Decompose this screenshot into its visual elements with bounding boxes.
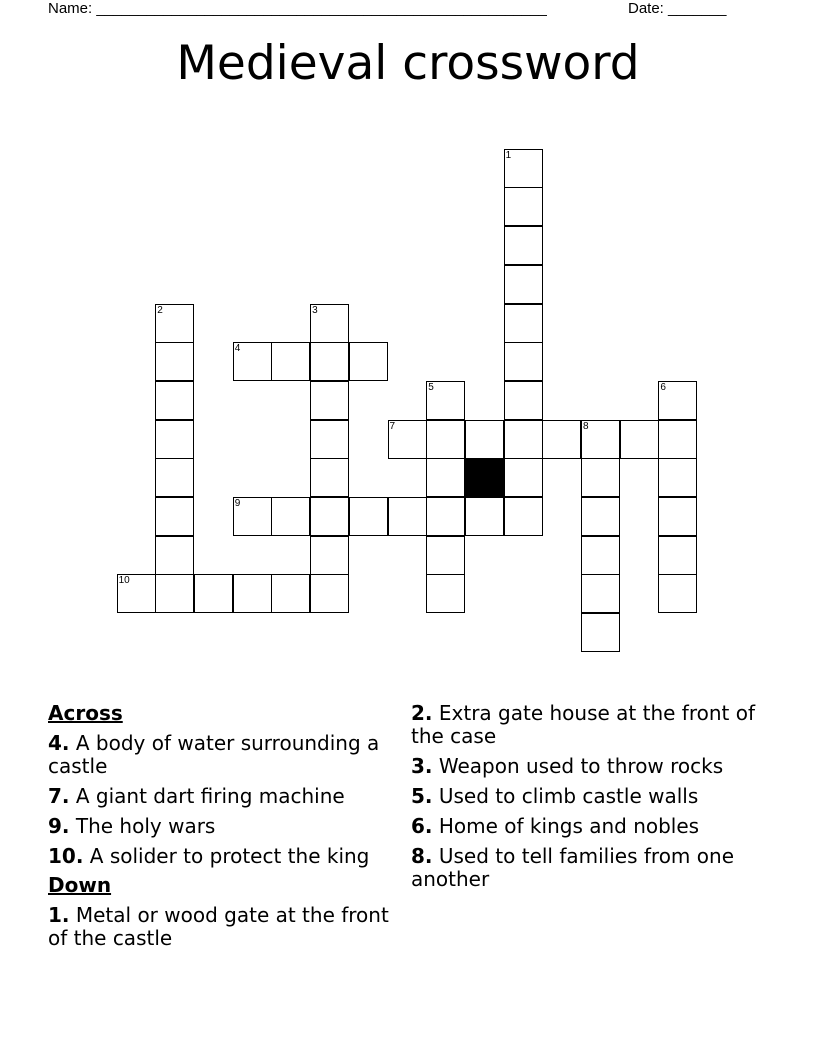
date-field-label: Date: _______ xyxy=(628,0,727,17)
clue-number-label: 4 xyxy=(234,343,241,355)
grid-cell[interactable] xyxy=(349,497,388,536)
grid-cell[interactable] xyxy=(426,381,465,420)
grid-cell[interactable] xyxy=(658,536,697,575)
grid-cell[interactable] xyxy=(271,574,310,613)
clue-text: Used to climb castle walls xyxy=(438,784,699,808)
grid-cell[interactable] xyxy=(388,420,427,459)
grid-cell[interactable] xyxy=(155,304,194,343)
grid-cell[interactable] xyxy=(426,536,465,575)
grid-cell[interactable] xyxy=(504,381,543,420)
grid-cell[interactable] xyxy=(504,187,543,226)
name-field-label: Name: ______________________________________________________ xyxy=(48,0,547,17)
clue-text: Extra gate house at the front of the case xyxy=(411,701,755,748)
grid-cell[interactable] xyxy=(504,265,543,304)
grid-cell[interactable] xyxy=(465,420,504,459)
grid-cell[interactable] xyxy=(658,420,697,459)
grid-cell[interactable] xyxy=(388,497,427,536)
grid-cell[interactable] xyxy=(504,342,543,381)
black-grid-cell xyxy=(465,458,504,497)
grid-cell[interactable] xyxy=(233,574,272,613)
grid-cell[interactable] xyxy=(581,497,620,536)
grid-cell[interactable] xyxy=(504,458,543,497)
grid-cell[interactable] xyxy=(155,342,194,381)
clue-number: 4. xyxy=(48,731,70,755)
clue-number: 2. xyxy=(411,701,433,725)
clue-text: A body of water surrounding a castle xyxy=(48,731,380,778)
across-heading: Across xyxy=(48,701,123,725)
clue-text: Home of kings and nobles xyxy=(438,814,700,838)
grid-cell[interactable] xyxy=(155,574,194,613)
grid-cell[interactable] xyxy=(465,497,504,536)
clues-column-right xyxy=(411,702,761,898)
clue-text: A giant dart firing machine xyxy=(75,784,345,808)
grid-cell[interactable] xyxy=(581,613,620,652)
grid-cell[interactable] xyxy=(310,458,349,497)
page-title: Medieval crossword xyxy=(176,36,640,91)
clue-down-5 xyxy=(411,785,761,808)
clue-number: 9. xyxy=(48,814,70,838)
clue-text: A solider to protect the king xyxy=(89,844,370,868)
clue-number-label: 10 xyxy=(118,575,130,587)
grid-cell[interactable] xyxy=(504,149,543,188)
grid-cell[interactable] xyxy=(504,420,543,459)
grid-cell[interactable] xyxy=(504,226,543,265)
clue-text: Weapon used to throw rocks xyxy=(438,754,724,778)
clue-down-1 xyxy=(48,904,398,950)
clue-number-label: 1 xyxy=(505,149,512,161)
grid-cell[interactable] xyxy=(581,458,620,497)
clue-number-label: 6 xyxy=(660,381,666,393)
grid-cell[interactable] xyxy=(658,458,697,497)
clue-number-label: 8 xyxy=(583,420,589,432)
grid-cell[interactable] xyxy=(117,574,156,613)
grid-cell[interactable] xyxy=(620,420,659,459)
grid-cell[interactable] xyxy=(426,458,465,497)
clue-number: 1. xyxy=(48,903,70,927)
grid-cell[interactable] xyxy=(504,497,543,536)
grid-cell[interactable] xyxy=(233,497,272,536)
clues-column-left xyxy=(48,702,398,957)
grid-cell[interactable] xyxy=(155,497,194,536)
down-heading: Down xyxy=(48,873,112,897)
grid-cell[interactable] xyxy=(310,342,349,381)
grid-cell[interactable] xyxy=(658,381,697,420)
grid-cell[interactable] xyxy=(504,304,543,343)
clue-number: 3. xyxy=(411,754,433,778)
clue-down-2 xyxy=(411,702,761,748)
grid-cell[interactable] xyxy=(658,574,697,613)
grid-cell[interactable] xyxy=(310,574,349,613)
clue-down-8 xyxy=(411,845,761,891)
clue-number-label: 7 xyxy=(389,420,396,432)
clue-number-label: 3 xyxy=(312,304,318,316)
clue-across-10 xyxy=(48,845,398,868)
clue-text: Used to tell families from one another xyxy=(411,844,734,891)
grid-cell[interactable] xyxy=(155,420,194,459)
grid-cell[interactable] xyxy=(271,497,310,536)
clue-number: 5. xyxy=(411,784,433,808)
clue-number-label: 5 xyxy=(428,381,434,393)
grid-cell[interactable] xyxy=(310,420,349,459)
clue-text: The holy wars xyxy=(75,814,216,838)
clue-number: 6. xyxy=(411,814,433,838)
grid-cell[interactable] xyxy=(155,536,194,575)
grid-cell[interactable] xyxy=(581,420,620,459)
grid-cell[interactable] xyxy=(155,381,194,420)
grid-cell[interactable] xyxy=(542,420,581,459)
grid-cell[interactable] xyxy=(581,536,620,575)
grid-cell[interactable] xyxy=(426,497,465,536)
grid-cell[interactable] xyxy=(426,420,465,459)
clue-number-label: 2 xyxy=(157,304,163,316)
grid-cell[interactable] xyxy=(310,497,349,536)
grid-cell[interactable] xyxy=(658,497,697,536)
clue-number: 8. xyxy=(411,844,433,868)
clue-number: 10. xyxy=(48,844,84,868)
grid-cell[interactable] xyxy=(349,342,388,381)
clue-down-3 xyxy=(411,755,761,778)
clue-number-label: 9 xyxy=(234,498,241,509)
clue-across-7 xyxy=(48,785,398,808)
grid-cell[interactable] xyxy=(310,536,349,575)
grid-cell[interactable] xyxy=(194,574,233,613)
clue-number: 7. xyxy=(48,784,70,808)
grid-cell[interactable] xyxy=(310,304,349,343)
clue-across-4 xyxy=(48,732,398,778)
clue-text: Metal or wood gate at the front of the castle xyxy=(48,903,389,950)
clue-down-6 xyxy=(411,815,761,838)
grid-cell[interactable] xyxy=(271,342,310,381)
grid-cell[interactable] xyxy=(310,381,349,420)
grid-cell[interactable] xyxy=(426,574,465,613)
grid-cell[interactable] xyxy=(233,342,272,381)
grid-cell[interactable] xyxy=(581,574,620,613)
grid-cell[interactable] xyxy=(155,458,194,497)
clue-across-9 xyxy=(48,815,398,838)
